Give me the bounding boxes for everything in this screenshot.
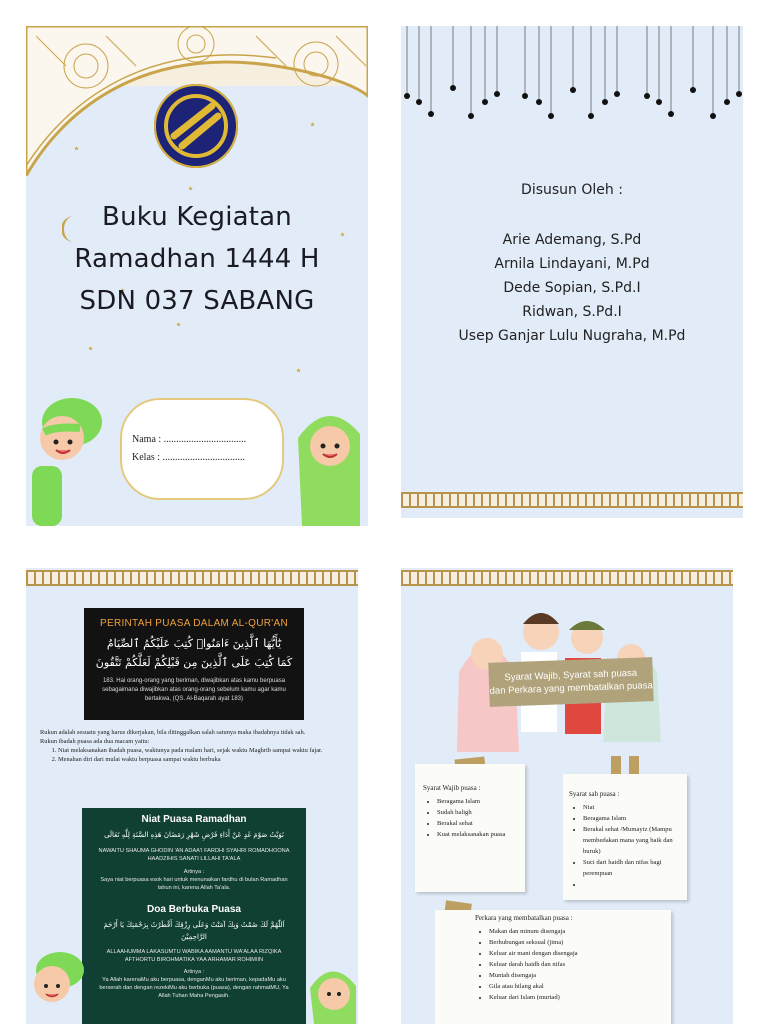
doa-meaning-label: Artinya : — [183, 969, 205, 975]
greek-key-border — [401, 570, 733, 586]
cover-page — [26, 26, 368, 526]
batal-item: • Muntah disengaja — [489, 970, 663, 981]
wajib-note — [415, 764, 525, 892]
banner-line-1: Syarat Wajib, Syarat sah puasa — [504, 667, 638, 684]
sah-list — [569, 802, 681, 890]
quran-verse-box — [84, 608, 304, 720]
credits-page — [401, 26, 743, 518]
doa-meaning: Ya Allah karenaMu aku berpuasa, denganMu aku beriman, kepadaMu aku berserah dan dengan rezekiMu aku berbuka (puasa), dengan rahmatMU, Ya Allah Tuhan Maha Pengasih. — [99, 977, 289, 999]
niat-title: Niat Puasa Ramadhan — [141, 814, 247, 825]
school-logo — [154, 84, 238, 168]
hanging-stars-icon — [401, 26, 743, 126]
batal-heading: Perkara yang membatalkan puasa : — [475, 914, 573, 922]
batal-item: • Makan dan minum disengaja — [489, 926, 663, 937]
star-icon — [88, 346, 93, 351]
wajib-item: • Sudah baligh — [437, 807, 519, 818]
sah-item: • Suci dari haidh dan nifas bagi perempuan — [583, 857, 681, 879]
girl-character-icon — [306, 958, 358, 1024]
batal-item: • Berhubungan seksual (jima) — [489, 937, 663, 948]
rukun-list — [40, 746, 346, 764]
greek-key-border — [401, 492, 743, 508]
niat-arabic: نَوَيْتُ صَوْمَ غَدٍ عَنْ أَدَاءِ فَرْضِ شَهْرِ رَمَضَانَ هَذِهِ السَّنَةِ لِلَّهِ تَعَالَى — [104, 831, 284, 839]
rukun-item-2: 2. Menahan diri dari mulai waktu berpuasa sampai waktu berbuka — [58, 755, 346, 764]
star-icon — [188, 186, 193, 191]
boy-character-icon — [26, 948, 86, 1024]
star-icon — [340, 232, 345, 237]
rukun-paragraph-1: Rukun adalah sesuatu yang harus dikerjakan, bila ditinggalkan salah satunya maka ibadahnya tidak sah. — [40, 729, 306, 736]
conditions-page — [401, 568, 733, 1024]
wajib-heading: Syarat Wajib puasa : — [423, 784, 481, 792]
batal-item: • Keluar air mani dengan disengaja — [489, 948, 663, 959]
niat-doa-box — [82, 808, 306, 1024]
credit-name-3: Dede Sopian, S.Pd.I — [503, 280, 641, 296]
fasting-command-page — [26, 568, 358, 1024]
name-card — [120, 398, 284, 500]
niat-meaning-label: Artinya : — [183, 869, 205, 875]
batal-list — [475, 926, 663, 1003]
quran-arabic-line-2: كَمَا كُتِبَ عَلَى ٱلَّذِينَ مِن قَبْلِكُمْ لَعَلَّكُمْ تَتَّقُونَ — [95, 656, 293, 669]
sah-item: • Niat — [583, 802, 681, 813]
credit-name-5: Usep Ganjar Lulu Nugraha, M.Pd — [458, 328, 686, 344]
sah-item: • Berakal sehat /Mumayiz (Mampu membedakan mana yang baik dan buruk) — [583, 824, 681, 857]
batal-item: • Keluar darah haidh dan nifas — [489, 959, 663, 970]
rukun-section — [40, 728, 346, 764]
quran-title: PERINTAH PUASA DALAM AL-QUR'AN — [100, 618, 288, 629]
greek-key-border — [26, 570, 358, 586]
credit-name-2: Arnila Lindayani, M.Pd — [494, 256, 650, 272]
name-field[interactable]: Nama : ................................. — [132, 434, 247, 445]
class-field[interactable]: Kelas : ................................. — [132, 452, 246, 463]
banner-line-2: dan Perkara yang membatalkan puasa — [489, 680, 653, 697]
quran-translation: 183. Hai orang-orang yang beriman, diwajibkan atas kamu berpuasa sebagaimana diwajibkan atas orang-orang sebelum kamu agar kamu bertakwa, (QS. Al-Baqarah ayat 183) — [102, 678, 286, 702]
sah-note — [563, 774, 687, 900]
batal-note — [435, 910, 671, 1024]
quran-arabic-line-1: يَٰٓأَيُّهَا ٱلَّذِينَ ءَامَنُوا۟ كُتِبَ عَلَيْكُمُ ٱلصِّيَامُ — [106, 637, 282, 650]
rukun-item-1: 1. Niat melaksanakan ibadah puasa, waktunya pada malam hari, sejak waktu Maghrib sampai waktu fajar. — [58, 746, 346, 755]
wajib-list — [423, 796, 519, 840]
girl-character-icon — [288, 398, 368, 526]
cover-title-line-3: SDN 037 SABANG — [79, 286, 315, 316]
doa-arabic: اَللّٰهُمَّ لَكَ صُمْتُ وَبِكَ آمَنْتُ وَعَلَى رِزْقِكَ أَفْطَرْتُ بِرَحْمَتِكَ يَا أَرْحَمَ الرَّاحِمِيْنَ — [103, 921, 285, 941]
sah-item: • Beragama Islam — [583, 813, 681, 824]
sah-item — [583, 879, 681, 890]
star-icon — [176, 322, 181, 327]
batal-item: • Keluar dari Islam (murtad) — [489, 992, 663, 1003]
boy-character-icon — [26, 392, 106, 526]
niat-latin: NAWAITU SHAUMA GHODIN 'AN ADAA'I FARDHI SYAHRI ROMADHOONA HAADZIHIS SANATI LILLAHI TA'ALA — [98, 848, 290, 862]
credit-name-1: Arie Ademang, S.Pd — [502, 232, 642, 248]
cover-title-line-1: Buku Kegiatan — [102, 202, 292, 232]
doa-latin: ALLAAHUMMA LAKASUMTU WABIKA AAMANTU WA'ALAA RIZQIKA AFTHORTU BIROHMATIKA YAA ARHAMAR ROHIMIIN — [106, 949, 282, 963]
credit-name-4: Ridwan, S.Pd.I — [522, 304, 622, 320]
wajib-item: • Kuat melaksanakan puasa — [437, 829, 519, 840]
wajib-item: • Berakal sehat — [437, 818, 519, 829]
doa-title: Doa Berbuka Puasa — [147, 904, 241, 915]
batal-item: • Gila atau hilang akal — [489, 981, 663, 992]
cover-title-line-2: Ramadhan 1444 H — [74, 244, 320, 274]
niat-meaning: Saya niat berpuasa esok hari untuk menunaikan fardhu di bulan Ramadhan tahun ini, karena Allah Ta'ala. — [100, 877, 288, 891]
wajib-item: • Beragama Islam — [437, 796, 519, 807]
sah-heading: Syarat sah puasa : — [569, 790, 620, 798]
rukun-paragraph-2: Rukun ibadah puasa ada dua macam yaitu: — [40, 738, 150, 745]
credits-heading: Disusun Oleh : — [521, 182, 623, 198]
star-icon — [296, 368, 301, 373]
topic-banner — [488, 657, 653, 707]
